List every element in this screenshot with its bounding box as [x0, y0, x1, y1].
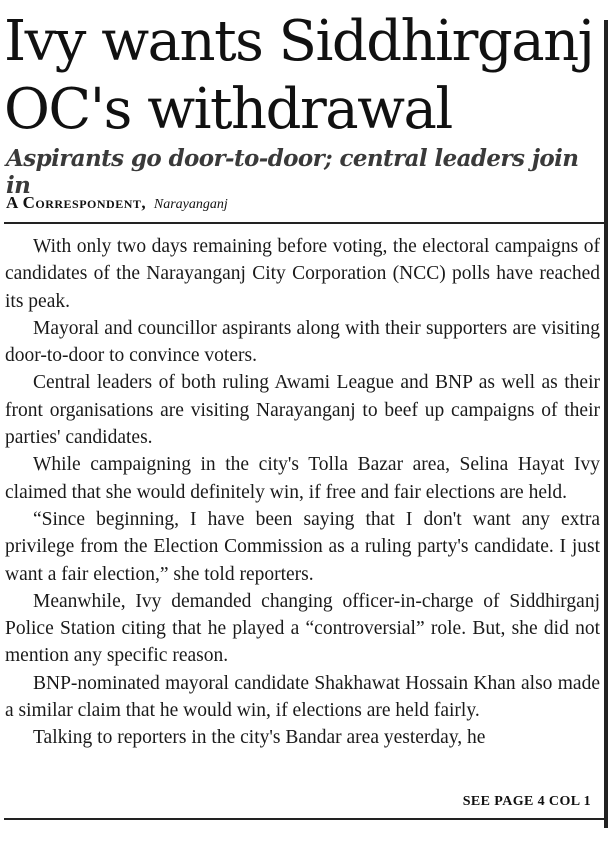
bottom-border-rule: [4, 818, 608, 820]
paragraph: Central leaders of both ruling Awami League and BNP as well as their front organisations are visiting Narayanganj to beef up campaigns of their parties' candidates.: [5, 372, 600, 449]
paragraph: Mayoral and councillor aspirants along with their supporters are visiting door-to-door to convince voters.: [5, 317, 600, 367]
paragraph: Talking to reporters in the city's Bandar area yesterday, he: [33, 727, 486, 749]
continuation-note: SEE PAGE 4 COL 1: [462, 794, 591, 809]
paragraph: With only two days remaining before voting, the electoral campaigns of candidates of the Narayanganj City Corporation (NCC) polls have reached its peak.: [5, 236, 600, 312]
paragraph: “Since beginning, I have been saying that I don't want any extra privilege from the Election Commission as a ruling party's candidate. I just want a fair election,” she told reporters.: [5, 508, 600, 585]
divider-rule: [4, 222, 604, 224]
paragraph: While campaigning in the city's Tolla Bazar area, Selina Hayat Ivy claimed that she would definitely win, if free and fair elections are held.: [5, 454, 600, 503]
paragraph: Meanwhile, Ivy demanded changing officer-in-charge of Siddhirganj Police Station citing that he played a “controversial” role. But, she did not mention any specific reason.: [5, 590, 600, 667]
subheadline: Aspirants go door-to-door; central leaders join in: [6, 145, 579, 199]
right-border-rule: [604, 20, 608, 828]
byline: [6, 193, 606, 213]
byline-author: A Correspondent,: [6, 193, 147, 212]
headline: Ivy wants Siddhirganj OC's withdrawal: [4, 9, 594, 142]
article-body: [5, 233, 600, 752]
paragraph: BNP-nominated mayoral candidate Shakhawat Hossain Khan also made a similar claim that he would win, if elections are held fairly.: [5, 672, 600, 722]
byline-location: Narayanganj: [153, 197, 228, 212]
